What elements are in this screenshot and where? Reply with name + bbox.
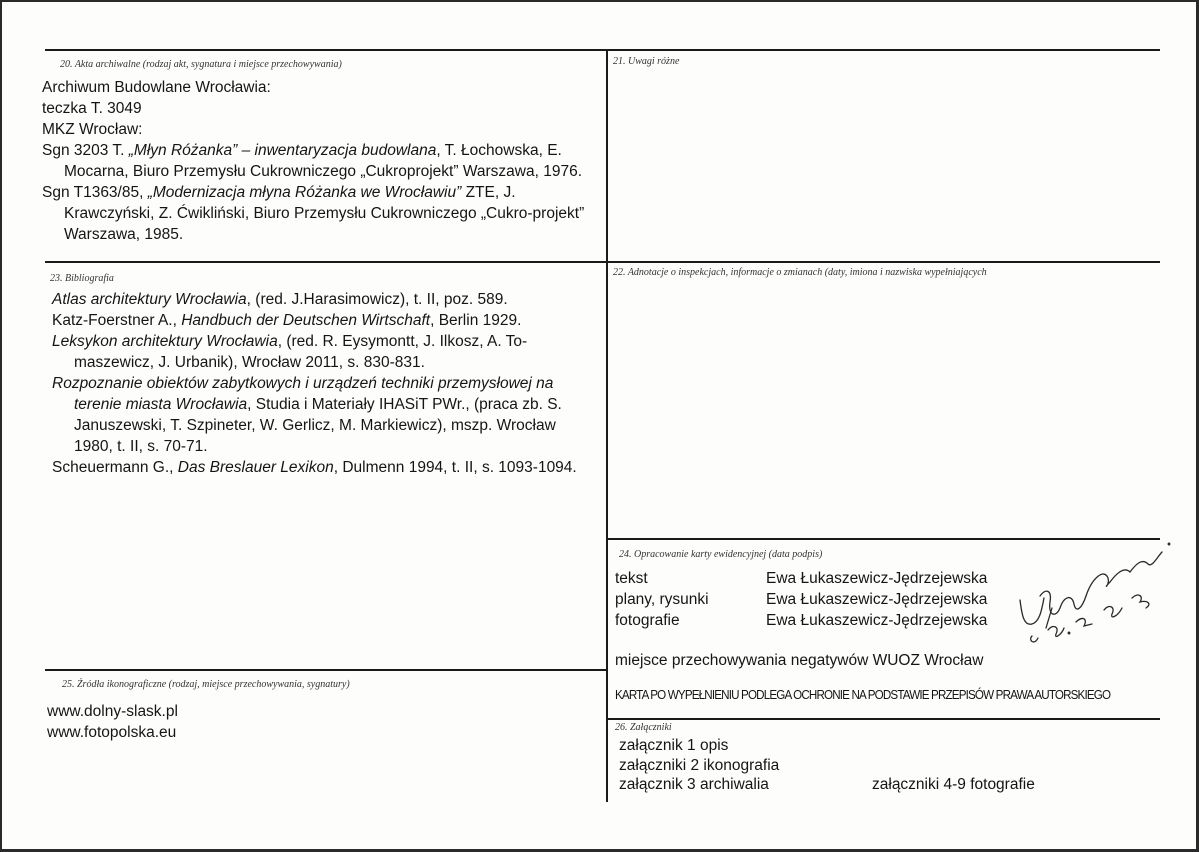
author-role-text: tekst <box>615 570 648 587</box>
section-23-content <box>52 289 592 478</box>
section-26-label: 26. Załączniki <box>615 722 672 733</box>
author-name-photos: Ewa Łukaszewicz-Jędrzejewska <box>766 612 988 629</box>
section-20-label: 20. Akta archiwalne (rodzaj akt, sygnatura i miejsce przechowywania) <box>60 59 342 70</box>
scan-edge-left <box>0 0 2 852</box>
attachment-1: załącznik 1 opis <box>619 737 729 754</box>
bibliography-item: Scheuermann G., Das Breslauer Lexikon, Dulmenn 1994, t. II, s. 1093-1094. <box>52 459 577 476</box>
bibliography-item: Katz-Foerstner A., Handbuch der Deutschen Wirtschaft, Berlin 1929. <box>52 312 522 329</box>
archive-line-2: teczka T. 3049 <box>42 100 142 117</box>
attachment-2: załączniki 2 ikonografia <box>619 757 780 774</box>
section-22-label: 22. Adnotacje o inspekcjach, informacje o zmianach (daty, imiona i nazwiska wypełniających <box>613 267 987 278</box>
section-25-label: 25. Źródła ikonograficzne (rodzaj, miejsce przechowywania, sygnatury) <box>62 679 350 690</box>
author-role-plans: plany, rysunki <box>615 591 709 608</box>
scan-edge-top <box>0 0 1199 2</box>
copyright-notice: KARTA PO WYPEŁNIENIU PODLEGA OCHRONIE NA PODSTAWIE PRZEPISÓW PRAWA AUTORSKIEGO <box>615 688 1111 702</box>
author-name-plans: Ewa Łukaszewicz-Jędrzejewska <box>766 591 988 608</box>
rule-middle <box>45 261 1160 263</box>
author-name-text: Ewa Łukaszewicz-Jędrzejewska <box>766 570 988 587</box>
author-role-photos: fotografie <box>615 612 680 629</box>
section-23-label: 23. Bibliografia <box>50 273 114 284</box>
bibliography-item: Atlas architektury Wrocławia, (red. J.Harasimowicz), t. II, poz. 589. <box>52 291 508 308</box>
archive-line-3: MKZ Wrocław: <box>42 121 143 138</box>
rule-top <box>45 49 1160 51</box>
section-21-label: 21. Uwagi różne <box>613 56 680 67</box>
handwritten-signature <box>1012 538 1172 648</box>
negatives-location: miejsce przechowywania negatywów WUOZ Wrocław <box>615 652 984 669</box>
archive-entry-1: Sgn 3203 T. „Młyn Różanka” – inwentaryzacja budowlana, T. Łochowska, E. Mocarna, Biuro Przemysłu Cukrowniczego „Cukroprojekt” Warszawa, 1976. <box>42 142 583 180</box>
attachment-3: załącznik 3 archiwalia <box>619 776 769 793</box>
website-link-1: www.dolny-slask.pl <box>47 703 178 720</box>
archive-line-1: Archiwum Budowlane Wrocławia: <box>42 79 271 96</box>
rule-center <box>606 49 608 802</box>
archive-entry-2: Sgn T1363/85, „Modernizacja młyna Różanka we Wrocławiu” ZTE, J. Krawczyński, Z. Ćwikliński, Biuro Przemysłu Cukrowniczego „Cukro-projekt” Warszawa, 1985. <box>42 184 585 243</box>
rule-26-top <box>606 718 1160 720</box>
section-20-content <box>42 77 602 245</box>
bibliography-item: Leksykon architektury Wrocławia, (red. R. Eysymontt, J. Ilkosz, A. To-maszewicz, J. Urbanik), Wrocław 2011, s. 830-831. <box>52 333 528 371</box>
bibliography-item: Rozpoznanie obiektów zabytkowych i urządzeń techniki przemysłowej na terenie miasta Wrocławia, Studia i Materiały IHASiT PWr., (praca zb. S. Januszewski, T. Szpineter, W. Gerlicz, M. Markiewicz), mszp. Wrocław 1980, t. II, s. 70-71. <box>52 375 562 455</box>
website-link-2: www.fotopolska.eu <box>47 724 177 741</box>
attachment-4-9: załączniki 4-9 fotografie <box>872 776 1035 793</box>
rule-25-top <box>45 669 606 671</box>
section-24-label: 24. Opracowanie karty ewidencyjnej (data podpis) <box>619 549 823 560</box>
